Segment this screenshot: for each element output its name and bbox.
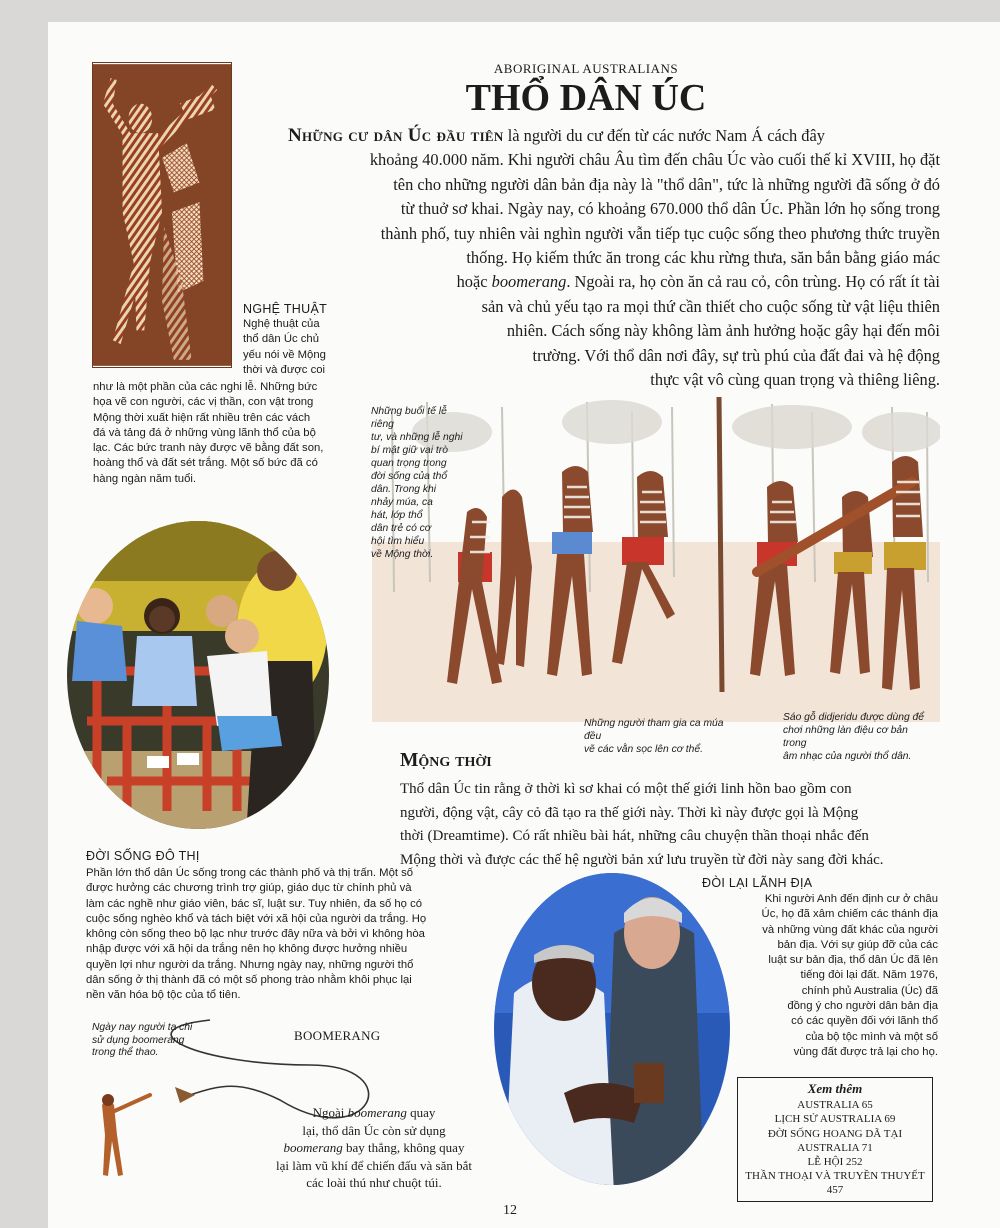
intro-line: thống. Họ kiếm thức ăn trong các khu rừng thưa, săn bắn bằng giáo mác <box>466 248 940 268</box>
see-also-link[interactable]: LỊCH SỬ AUSTRALIA 69 <box>774 1113 896 1126</box>
city-line: nền văn hóa bộ tộc của tổ tiên. <box>86 989 241 1002</box>
intro-line: sản và chủ yếu tạo ra mọi thứ cần thiết cho cuộc sống từ vật liệu thiên <box>481 296 940 316</box>
dreamtime-line: người, động vật, cây cỏ đã tạo ra thế giới này. Thời kì này được gọi là Mộng <box>400 804 859 821</box>
art-line: thổ dân Úc chủ <box>243 333 319 346</box>
page-number: 12 <box>503 1203 517 1218</box>
boom-term: boomerang <box>347 1105 407 1120</box>
caption-line: âm nhạc của người thổ dân. <box>783 751 912 762</box>
caption-line: sử dụng boomerang <box>92 1034 185 1046</box>
art-line: lạc. Các bức tranh này được vẽ bằng đất son, <box>93 442 324 455</box>
land-rights-heading: ĐÒI LẠI LÃNH ĐỊA <box>702 876 813 890</box>
dreamtime-line: Mộng thời và được các thế hệ người bản xứ lưu truyền từ đời này sang đời khác. <box>400 851 884 868</box>
caption-line: Sáo gỗ didjeridu được dùng để <box>783 712 924 723</box>
caption-line: trong thể thao. <box>92 1047 159 1058</box>
land-line: Úc, họ đã xâm chiếm các thánh địa <box>761 908 938 921</box>
see-also-box <box>737 1077 933 1202</box>
intro-term: boomerang <box>491 272 567 292</box>
caption-line: dân. Trong khi <box>371 484 437 495</box>
land-line: luật sư bản địa, thổ dân Úc đã lên <box>768 954 938 967</box>
see-also-link[interactable]: LỄ HỘI 252 <box>807 1156 863 1169</box>
caption-line: tư, và những lễ nghi <box>371 432 463 443</box>
city-line: làm các nghề như giáo viên, bác sĩ, luật sư. Tuy nhiên, đa số họ có <box>86 897 423 910</box>
caption-line: dân trẻ có cơ <box>371 523 432 534</box>
dreamtime-line: thời (Dreamtime). Có rất nhiều bài hát, những câu chuyện thần thoại nhắc đến <box>400 828 869 844</box>
caption-line: vẽ các vằn sọc lên cơ thể. <box>584 744 703 755</box>
art-line: hoàng thổ và đất sét trắng. Một số bức đã có <box>93 457 318 470</box>
intro-lead: Những cư dân Úc đầu tiên <box>288 125 504 146</box>
boomerang-text <box>258 1104 490 1192</box>
dreamtime-text <box>400 778 940 872</box>
boom-line: các loài thú như chuột túi. <box>306 1175 442 1190</box>
caption-line: Những người tham gia ca múa đều <box>584 718 724 742</box>
see-also-link[interactable]: AUSTRALIA 65 <box>797 1099 873 1112</box>
city-line: không còn sống theo bộ lạc như trước đây nữa và bởi vì không hòa <box>86 928 425 941</box>
city-line: được hưởng các chương trình trợ giúp, giáo dục từ chính phủ và <box>86 882 412 895</box>
caption-line: đời sống của thổ <box>371 471 448 482</box>
art-line: Nghệ thuật của <box>243 318 320 330</box>
land-line: đồng ý cho người dân bản địa <box>787 1000 938 1013</box>
art-line: họa vẽ con người, các vị thần, con vật trong <box>93 396 314 409</box>
art-line: Mộng thời xuất hiện rất nhiều trên các vách <box>93 411 311 424</box>
land-line: có các quyền đối với lãnh thổ <box>791 1015 938 1028</box>
dreamtime-heading: Mộng thời <box>400 750 492 771</box>
intro-line: thực vật vô cùng quan trọng và thiêng liêng. <box>650 370 940 390</box>
children-playground-photo <box>67 521 329 829</box>
page-title: THỔ DÂN ÚC <box>465 77 707 119</box>
city-line: cuộc sống nghèo khổ và tách biệt với xã hội của người da trắng. Họ <box>86 912 427 925</box>
art-line: thời và được coi <box>243 363 326 376</box>
city-line: nhập được với xã hội da trắng nên họ không được hưởng nhiều <box>86 943 408 956</box>
land-line: bản địa. Với sự giúp đỡ của các <box>777 938 938 951</box>
art-text-wide <box>93 380 353 487</box>
art-text-narrow <box>243 317 373 378</box>
land-line: chính phủ Australia (Úc) đã <box>801 984 938 997</box>
intro-line: nhiên. Cách sống này không làm ảnh hưởng hoặc gây hại đến môi <box>506 321 940 341</box>
caption-line: bí mật giữ vai trò <box>371 445 448 456</box>
caption-line: về Mộng thời. <box>371 549 434 560</box>
intro-line: tên cho những người dân bản địa này là "thổ dân", tức là những người đã sống ở đó <box>393 174 940 194</box>
art-line: đá và tảng đá ở những vùng lãnh thổ của bộ <box>93 426 316 439</box>
art-heading: NGHỆ THUẬT <box>243 302 328 316</box>
see-also-link[interactable]: ĐỜI SỐNG HOANG DÃ TẠI AUSTRALIA 71 <box>767 1127 903 1154</box>
boomerang-label: BOOMERANG <box>294 1028 381 1043</box>
city-line: dân sống ở thị thành đã có một số phong trào nhằm khôi phục lại <box>86 974 412 987</box>
see-also-link[interactable]: THẦN THOẠI VÀ TRUYỀN THUYẾT 457 <box>745 1170 925 1197</box>
caption-line: quan trọng trong <box>371 458 447 469</box>
boom-line: bay thẳng, không quay <box>342 1140 465 1155</box>
intro-line: thành phố, tuy nhiên vài nghìn người vẫn tiếp tục cuộc sống theo phương thức truyền <box>380 223 940 243</box>
bark-painting-image <box>92 62 232 368</box>
intro-line: từ thuở sơ khai. Ngày nay, có khoảng 670.000 thổ dân Úc. Phần lớn họ sống trong <box>400 199 940 219</box>
caption-body-paint <box>584 717 724 756</box>
art-line: yếu nói về Mộng <box>243 348 326 361</box>
boom-line: lại, thổ dân Úc còn sử dụng <box>302 1122 446 1138</box>
caption-line: nhảy múa, ca <box>371 497 433 508</box>
caption-line: chơi những làn điệu cơ bản trong <box>783 725 908 749</box>
intro-line: khoảng 40.000 năm. Khi người châu Âu tìm đến châu Úc vào cuối thế kỉ XVIII, họ đặt <box>369 150 940 170</box>
art-line: như là một phần của các nghi lễ. Những bức <box>93 381 318 393</box>
intro-line: trường. Với thổ dân nơi đây, sự trù phú của đất đai và hệ động <box>532 345 940 365</box>
city-line: quyền lợi như người da trắng. Nhưng ngày nay, những người thổ <box>86 958 414 971</box>
intro-line: . Ngoài ra, họ còn ăn cả rau cỏ, côn trùng. Họ có rất ít tài <box>566 272 940 292</box>
city-line: Phần lớn thổ dân Úc sống trong các thành phố và thị trấn. Một số <box>86 867 414 879</box>
caption-line: Những buổi tế lễ riêng <box>371 406 447 430</box>
intro-line: là người du cư đến từ các nước Nam Á cách đây <box>503 126 825 145</box>
caption-line: Ngày nay người ta chỉ <box>92 1022 193 1033</box>
land-line: và những vùng đất khác của người <box>762 923 938 936</box>
see-also-title: Xem thêm <box>807 1081 863 1096</box>
land-line: vùng đất được trả lại cho họ. <box>793 1045 938 1058</box>
city-life-heading: ĐỜI SỐNG ĐÔ THỊ <box>86 849 200 863</box>
intro-line: hoặc <box>456 272 492 292</box>
boom-term: boomerang <box>283 1140 343 1155</box>
caption-didjeridu <box>783 711 933 763</box>
land-rights-photo <box>494 873 730 1185</box>
land-line: Khi người Anh đến định cư ở châu <box>764 893 938 905</box>
boomerang-caption <box>92 1022 202 1060</box>
land-rights-text <box>706 892 938 1060</box>
dreamtime-line: Thổ dân Úc tin rằng ở thời kì sơ khai có một thế giới linh hồn bao gồm con <box>400 781 852 797</box>
page-subtitle: ABORIGINAL AUSTRALIANS <box>493 61 679 76</box>
boom-line: Ngoài <box>312 1105 348 1120</box>
art-line: hàng ngàn năm tuổi. <box>93 472 197 485</box>
land-line: tiếng đòi lại đất. Năm 1976, <box>800 969 938 982</box>
boom-line: quay <box>406 1105 436 1120</box>
city-life-text <box>86 866 486 1004</box>
land-line: của bộ tộc mình và một số <box>805 1030 938 1043</box>
caption-line: hát, lớp thổ <box>371 510 423 521</box>
boom-line: lại làm vũ khí để chiến đấu và săn bắt <box>275 1157 473 1173</box>
caption-line: hội tìm hiểu <box>371 536 425 547</box>
caption-rite <box>371 405 471 561</box>
